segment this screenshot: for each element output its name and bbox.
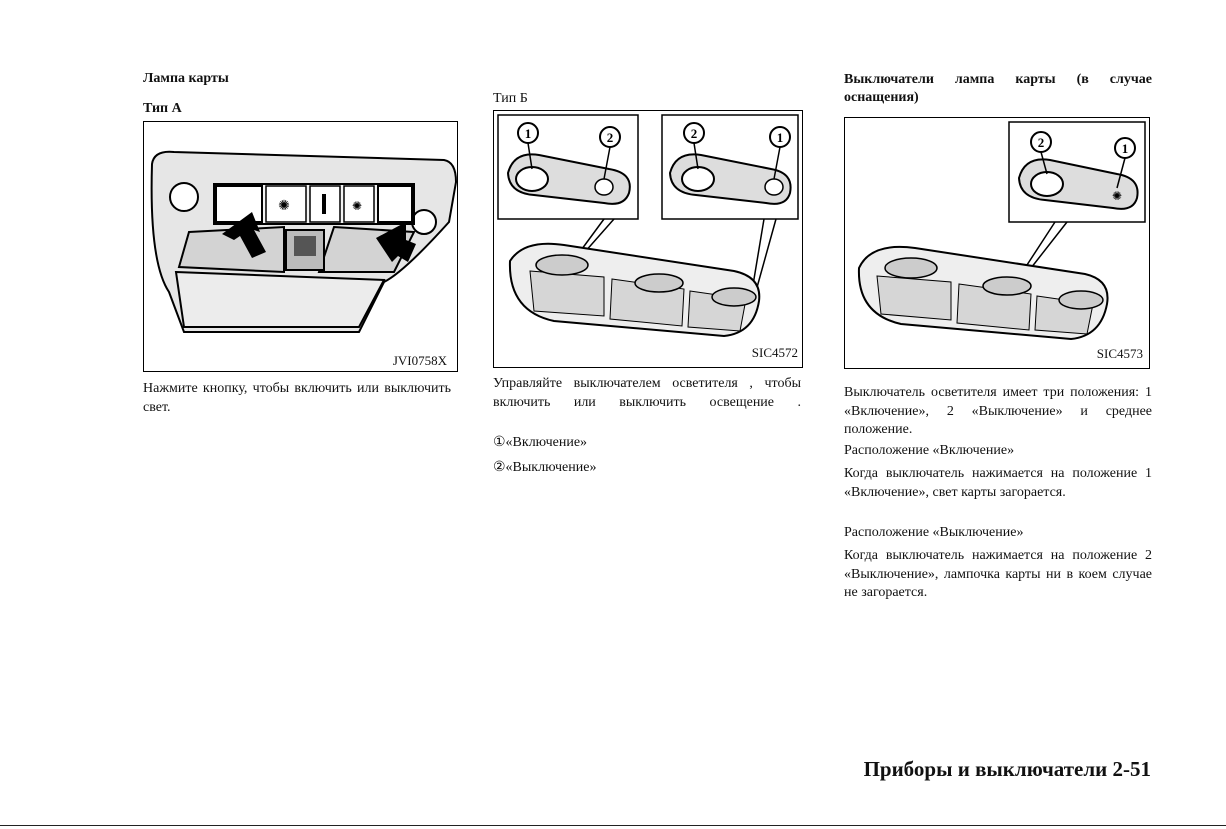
page-footer: Приборы и выключатели 2-51 [863,757,1151,781]
off-position-text: Когда выключатель нажимается на положение 2 «Выключение», лампочка карты ни в коем случае не загорается. [844,548,1152,600]
position-2-label: ②«Выключение» [493,460,597,475]
figure-type-b [493,110,803,368]
section-heading-line1: Выключатели лампа карты (в случае [844,72,1152,87]
svg-text:1: 1 [1121,141,1129,156]
svg-text:✺: ✺ [351,199,363,213]
type-a-instructions: Нажмите кнопку, чтобы включить или выключить свет. [143,381,451,415]
section-heading: Лампа карты [143,71,229,86]
figure-code: SIC4572 [751,345,798,360]
map-lamp-switch-illustration [845,118,1149,368]
off-position-heading: Расположение «Выключение» [844,525,1024,540]
svg-text:2: 2 [1037,135,1045,150]
svg-text:✺: ✺ [278,199,290,214]
svg-text:✺: ✺ [1111,189,1123,203]
figure-type-a [143,121,458,372]
type-b-label: Тип Б [493,91,528,106]
type-a-label: Тип А [143,101,182,116]
map-lamp-type-a-illustration [144,122,457,371]
svg-text:1: 1 [524,126,532,141]
on-position-heading: Расположение «Включение» [844,443,1015,458]
svg-text:2: 2 [606,130,614,145]
figure-code: JVI0758X [392,353,447,368]
section-heading-line2: оснащения) [844,90,919,105]
svg-text:2: 2 [690,126,698,141]
switch-positions-text: Выключатель осветителя имеет три положения: 1 «Включение», 2 «Выключение» и среднее положение. [844,385,1152,437]
map-lamp-type-b-illustration [494,111,802,367]
svg-text:1: 1 [776,130,784,145]
bottom-divider [0,825,1226,826]
figure-map-lamp-switches [844,117,1150,369]
on-position-text: Когда выключатель нажимается на положение 1 «Включение», свет карты загорается. [844,466,1152,500]
type-b-instructions: Управляйте выключателем осветителя , чтобы включить или выключить освещение . [493,376,801,410]
position-1-label: ①«Включение» [493,435,588,450]
figure-code: SIC4573 [1096,346,1143,361]
